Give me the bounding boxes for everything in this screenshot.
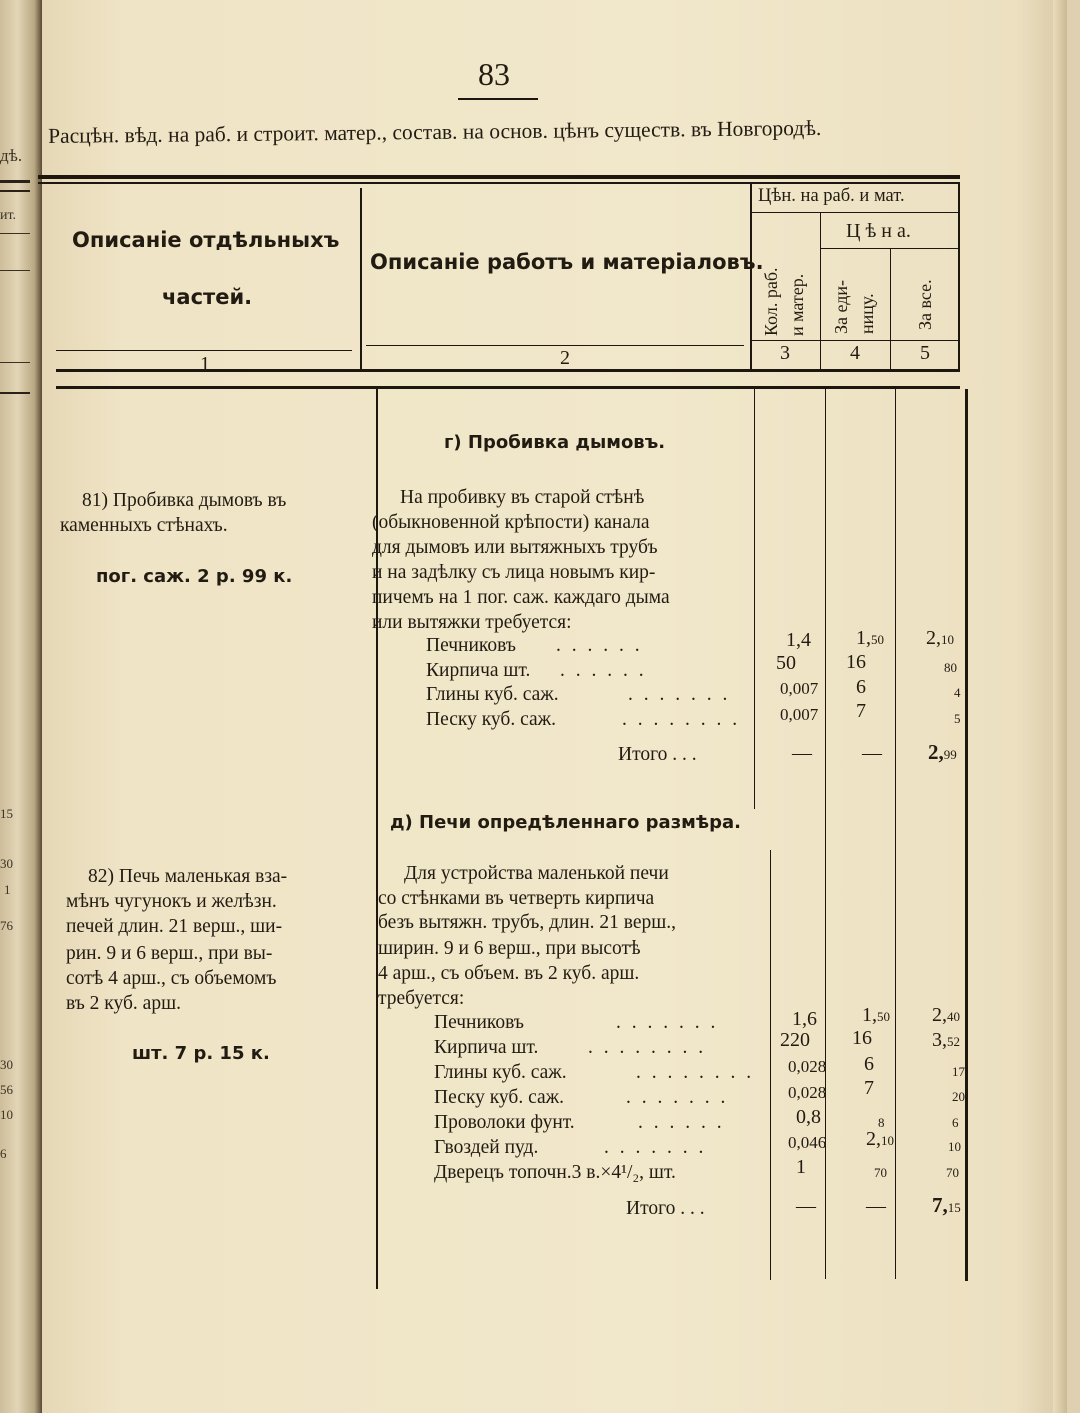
unit-price: 7 (864, 1077, 874, 1099)
leader-dots: . . . . . . . (626, 1087, 729, 1108)
unit-price: 6 (864, 1053, 874, 1075)
material-name: Печниковъ (434, 1012, 524, 1033)
quantity: 0,046 (788, 1133, 827, 1152)
total-price: 2,10 (926, 627, 954, 649)
description-line: для дымовъ или вытяжныхъ трубъ (372, 537, 658, 558)
header-col1-line2: частей. (162, 285, 253, 309)
spine-fragment: 56 (0, 1082, 13, 1097)
item-82-price: шт. 7 р. 15 к. (132, 1043, 270, 1064)
item-82-title-line: 82) Печь маленькая вза- (88, 866, 288, 887)
unit-price: 1,50 (856, 627, 884, 649)
spine-fragment: 6 (0, 1146, 7, 1161)
spine-fragment: 30 (0, 856, 13, 871)
running-title: Расцѣн. вѣд. на раб. и строит. матер., состав. на основ. цѣнъ существ. въ Новгородѣ. (48, 115, 822, 148)
table-right-border (958, 182, 960, 370)
quantity: 0,8 (796, 1106, 821, 1128)
price-rule (820, 248, 958, 249)
item-82-title-line: рин. 9 и 6 верш., при вы- (66, 943, 273, 964)
header-number-rule (752, 340, 958, 341)
table-top-rule (38, 175, 960, 179)
description-line: требуется: (378, 988, 465, 1009)
quantity: 0,028 (788, 1057, 827, 1076)
table-top-rule-thin (38, 182, 960, 184)
unit-price: 2,10 (866, 1128, 894, 1150)
quantity: 0,028 (788, 1083, 827, 1102)
column-number: 2 (560, 347, 570, 369)
unit-price: 70 (874, 1165, 887, 1180)
leader-dots: . . . . . . . . (622, 709, 741, 730)
total-price: 70 (946, 1165, 959, 1180)
spine-rule (0, 180, 30, 183)
quantity: 50 (776, 652, 796, 674)
page-edge (1053, 0, 1067, 1413)
description-line: (обыкновенной крѣпости) канала (372, 512, 650, 533)
spine-fragment: дѣ. (0, 146, 23, 165)
column-divider (754, 389, 755, 809)
header-price: Ц ѣ н а. (846, 220, 911, 242)
column-divider (360, 188, 362, 370)
quantity: 1 (796, 1156, 806, 1178)
section-heading-g: г) Пробивка дымовъ. (444, 432, 666, 453)
total-price: 17 (952, 1064, 965, 1079)
total-price: 10 (948, 1139, 961, 1154)
section-heading-d: д) Печи опредѣленнаго размѣра. (390, 812, 741, 833)
total-price: 3,52 (932, 1029, 960, 1051)
total-price: 20 (952, 1089, 965, 1104)
column-number: 1 (200, 353, 210, 375)
total-label: Итого . . . (626, 1198, 705, 1219)
header-bottom-rule (56, 369, 960, 372)
item-82-title-line: сотѣ 4 арш., съ объемомъ (66, 968, 277, 989)
item-81-title-line2: каменныхъ стѣнахъ. (60, 515, 228, 536)
total-unit: — (866, 1195, 886, 1217)
column-divider (820, 212, 821, 370)
description-line: со стѣнками въ четверть кирпича (378, 888, 655, 909)
spine-fragment: 10 (0, 1107, 13, 1122)
header-number-rule (366, 345, 744, 346)
header-qty-line1: Кол. раб. (761, 267, 781, 336)
leader-dots: . . . . . . . (604, 1137, 707, 1158)
adjacent-page-edge (0, 0, 44, 1413)
total-price: 5 (954, 711, 961, 726)
material-name: Песку куб. саж. (434, 1087, 564, 1108)
description-line: безъ вытяжн. трубъ, длин. 21 верш., (378, 912, 677, 933)
leader-dots: . . . . . . (638, 1112, 725, 1133)
unit-price: 6 (856, 676, 866, 698)
column-number: 4 (850, 342, 860, 364)
leader-dots: . . . . . . (560, 660, 647, 681)
page-number: 83 (478, 56, 510, 92)
quantity: 0,007 (780, 679, 819, 698)
header-price-group: Цѣн. на раб. и мат. (758, 186, 905, 206)
leader-dots: . . . . . . . . (636, 1062, 755, 1083)
item-81-price: пог. саж. 2 р. 99 к. (96, 566, 293, 587)
column-divider (895, 389, 896, 1279)
unit-price: 8 (878, 1115, 885, 1130)
spine-fragment: 15 (0, 806, 13, 821)
material-name: Глины куб. саж. (434, 1062, 567, 1083)
leader-dots: . . . . . . . (628, 684, 731, 705)
leader-dots: . . . . . . . (616, 1012, 719, 1033)
material-name: Песку куб. саж. (426, 709, 556, 730)
item-total: 7,15 (932, 1193, 961, 1217)
spine-rule (0, 190, 30, 192)
column-divider (890, 248, 891, 370)
leader-dots: . . . . . . . . (588, 1037, 707, 1058)
unit-price: 7 (856, 700, 866, 722)
header-number-rule (56, 350, 352, 351)
total-price: 4 (954, 685, 961, 700)
item-82-title-line: печей длин. 21 верш., ши- (66, 916, 283, 937)
page-number-rule (458, 98, 538, 100)
description-line: Для устройства маленькой печи (404, 863, 669, 884)
column-number: 3 (780, 342, 790, 364)
table-right-border (965, 389, 968, 1281)
material-name: Кирпича шт. (434, 1037, 539, 1058)
spine-fragment: ит. (0, 208, 17, 223)
unit-price: 1,50 (862, 1004, 890, 1026)
header-per-unit-line2: ницу. (857, 293, 877, 334)
total-label: Итого . . . (618, 744, 697, 765)
header-qty-line2: и матер. (787, 273, 807, 336)
total-price: 6 (952, 1115, 959, 1130)
item-81-title-line1: 81) Пробивка дымовъ въ (82, 490, 287, 511)
leader-dots: . . . . . . (556, 635, 643, 656)
description-line: На пробивку въ старой стѣнѣ (400, 487, 645, 508)
description-line: 4 арш., съ объем. въ 2 куб. арш. (378, 963, 640, 984)
spine-fragment: 1 (4, 882, 11, 897)
material-name: Кирпича шт. (426, 660, 531, 681)
description-line: или вытяжки требуется: (372, 612, 572, 633)
item-82-title-line: въ 2 куб. арш. (66, 993, 181, 1014)
description-line: ширин. 9 и 6 верш., при высотѣ (378, 938, 641, 959)
header-col1-line1: Описанiе отдѣльныхъ (72, 228, 340, 252)
item-total: 2,99 (928, 740, 957, 764)
unit-price: 16 (852, 1027, 872, 1049)
total-quantity: — (796, 1195, 816, 1217)
column-divider (770, 850, 771, 1280)
quantity: 0,007 (780, 705, 819, 724)
quantity: 1,6 (792, 1008, 817, 1030)
material-name: Проволоки фунт. (434, 1112, 575, 1133)
item-82-title-line: мѣнъ чугунокъ и желѣзн. (66, 891, 277, 912)
description-line: пичемъ на 1 пог. саж. каждаго дыма (372, 587, 670, 608)
unit-price: 16 (846, 651, 866, 673)
description-line: и на задѣлку съ лица новымъ кир- (372, 562, 656, 583)
spine-fragment: 76 (0, 918, 13, 933)
column-divider (750, 182, 752, 370)
column-number: 5 (920, 342, 930, 364)
header-total: За все. (915, 279, 935, 330)
total-price: 80 (944, 660, 957, 675)
material-name: Печниковъ (426, 635, 516, 656)
material-name: Глины куб. саж. (426, 684, 559, 705)
quantity: 220 (780, 1029, 810, 1051)
quantity: 1,4 (786, 629, 811, 651)
header-per-unit-line1: За еди- (831, 279, 851, 334)
spine-rule (0, 392, 30, 394)
spine-rule (0, 362, 30, 363)
total-price: 2,40 (932, 1004, 960, 1026)
total-unit: — (862, 742, 882, 764)
total-quantity: — (792, 742, 812, 764)
price-group-rule (752, 212, 958, 213)
material-name: Гвоздей пуд. (434, 1137, 539, 1158)
header-col2: Описанiе работъ и матерiаловъ. (370, 250, 764, 274)
spine-fragment: 30 (0, 1057, 13, 1072)
spine-rule (0, 270, 30, 271)
material-name: Дверецъ топочн.3 в.×4¹/₂, шт. (434, 1162, 676, 1183)
spine-rule (0, 233, 30, 234)
